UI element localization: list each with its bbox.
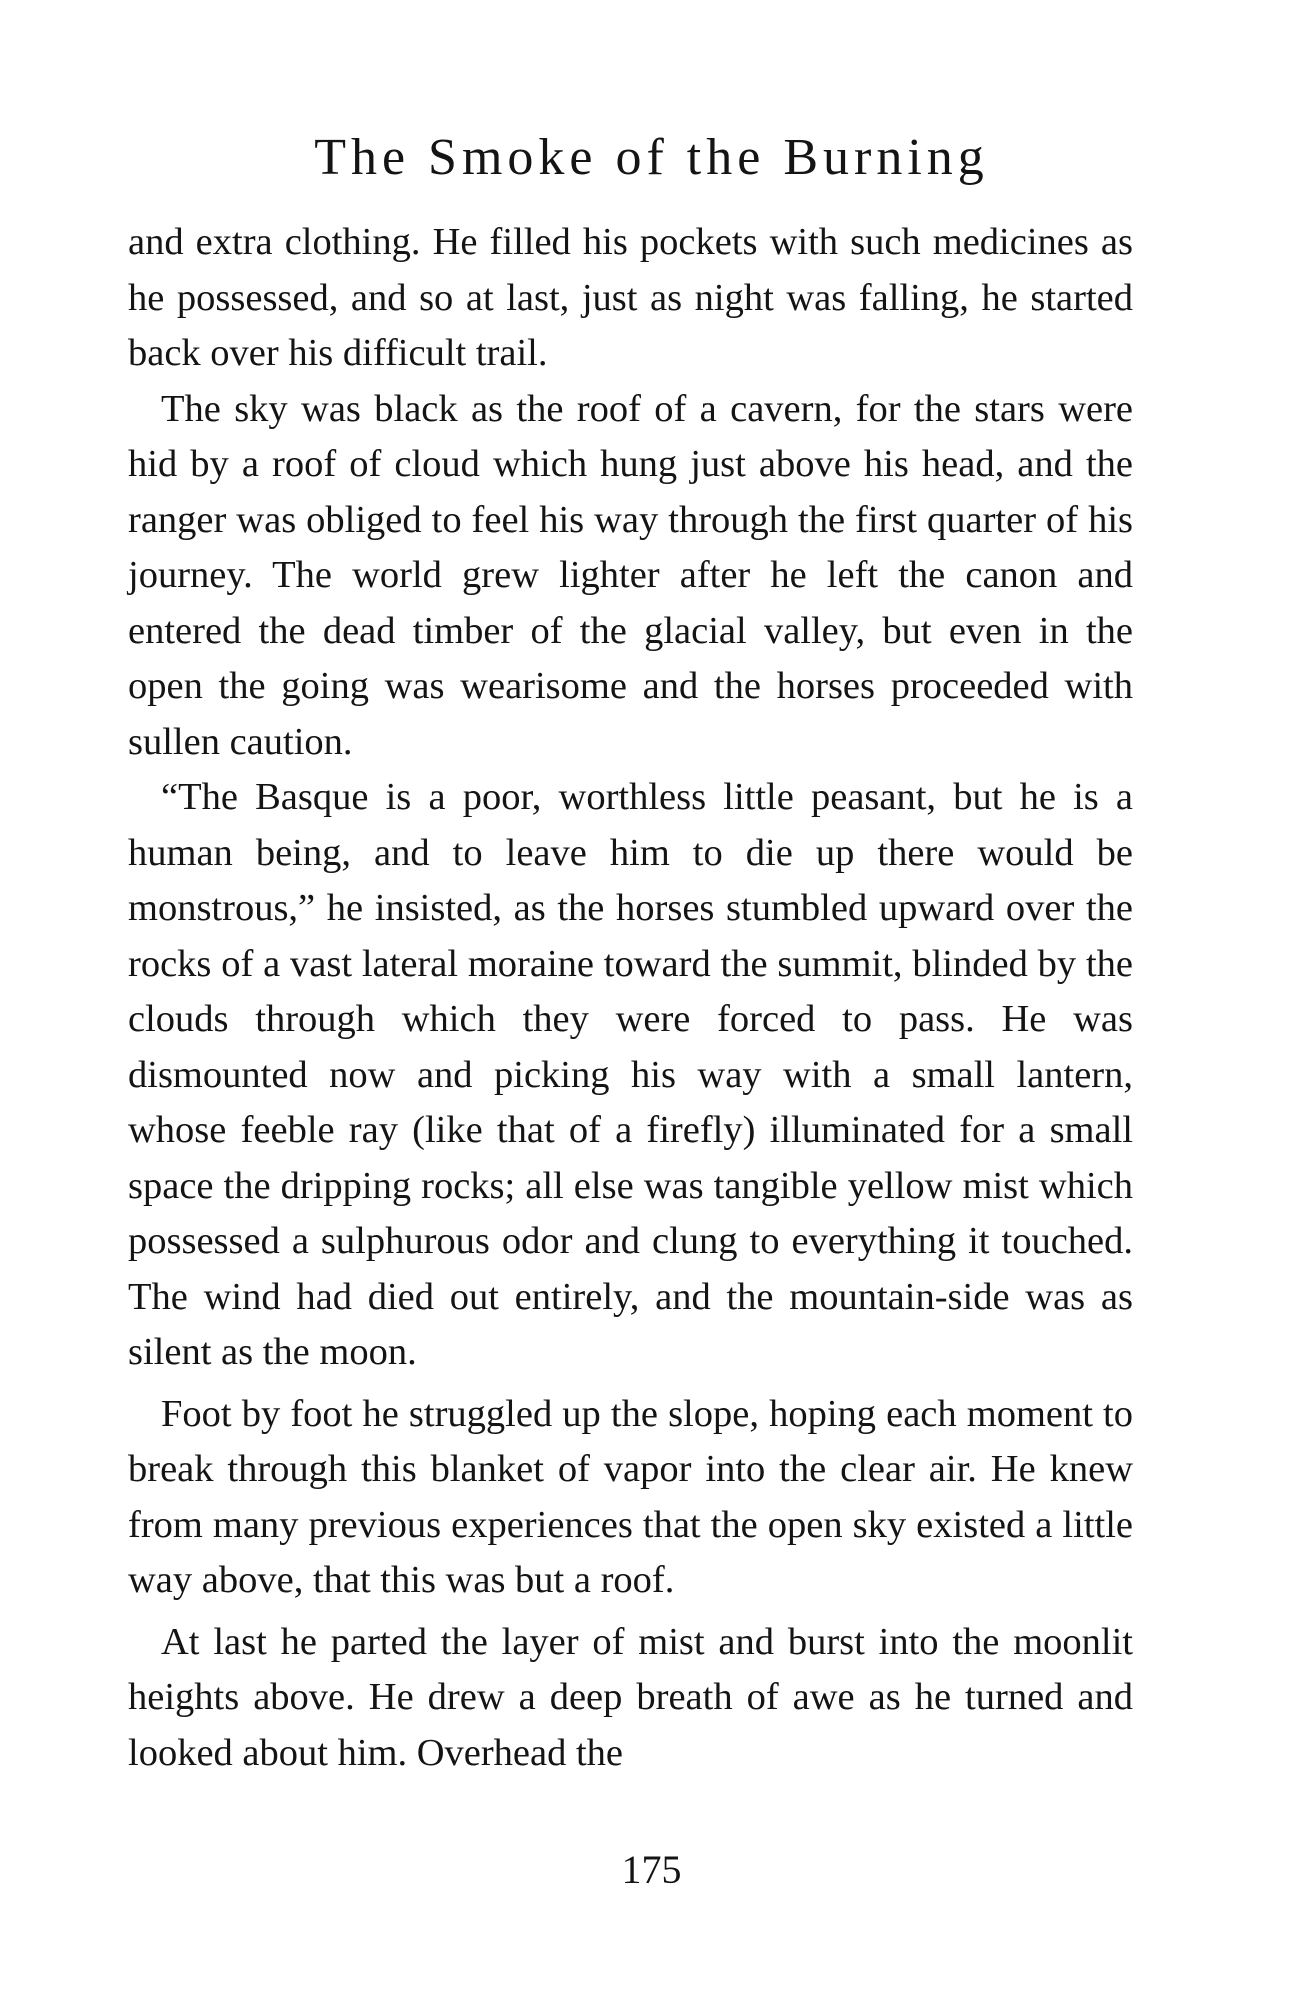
running-head-title: The Smoke of the Burning: [314, 129, 989, 186]
paragraph-sky: The sky was black as the roof of a cavern, for the stars were hid by a roof of cloud which hung just above his head, and the ranger was obliged to feel his way through the first quarter of his journey. The world grew lighter after he left the canon and entered the dead timber of the glacial valley, but even in the open the going was wearisome and the horses proceeded with sullen caution.: [128, 387, 1133, 763]
paragraph-continued: and extra clothing. He filled his pockets with such medicines as he possessed, and so at last, just as night was falling, he started back over his difficult trail.: [128, 221, 1133, 374]
page-number: 175: [621, 1847, 682, 1892]
paragraph-basque: “The Basque is a poor, worthless little peasant, but he is a human being, and to leave him to die up there would be monstrous,” he insisted, as the horses stumbled upward over the rocks of a vast lateral moraine toward the summit, blinded by the clouds through which they were forced to pass. He was dismounted now and picking his way with a small lantern, whose feeble ray (like that of a firefly) illuminated for a small space the dripping rocks; all else was tangible yellow mist which possessed a sulphurous odor and clung to everything it touched. The wind had died out entirely, and the mountain-side was as silent as the moon.: [128, 776, 1133, 1373]
paragraph-at-last: At last he parted the layer of mist and burst into the moonlit heights above. He drew a deep breath of awe as he turned and looked about him. Overhead the: [128, 1620, 1133, 1774]
paragraph-foot-by-foot: Foot by foot he struggled up the slope, hoping each moment to break through this blanket of vapor into the clear air. He knew from many previous experiences that the open sky existed a little way above, that this was but a roof.: [128, 1392, 1133, 1601]
body-text: [128, 215, 1133, 1781]
